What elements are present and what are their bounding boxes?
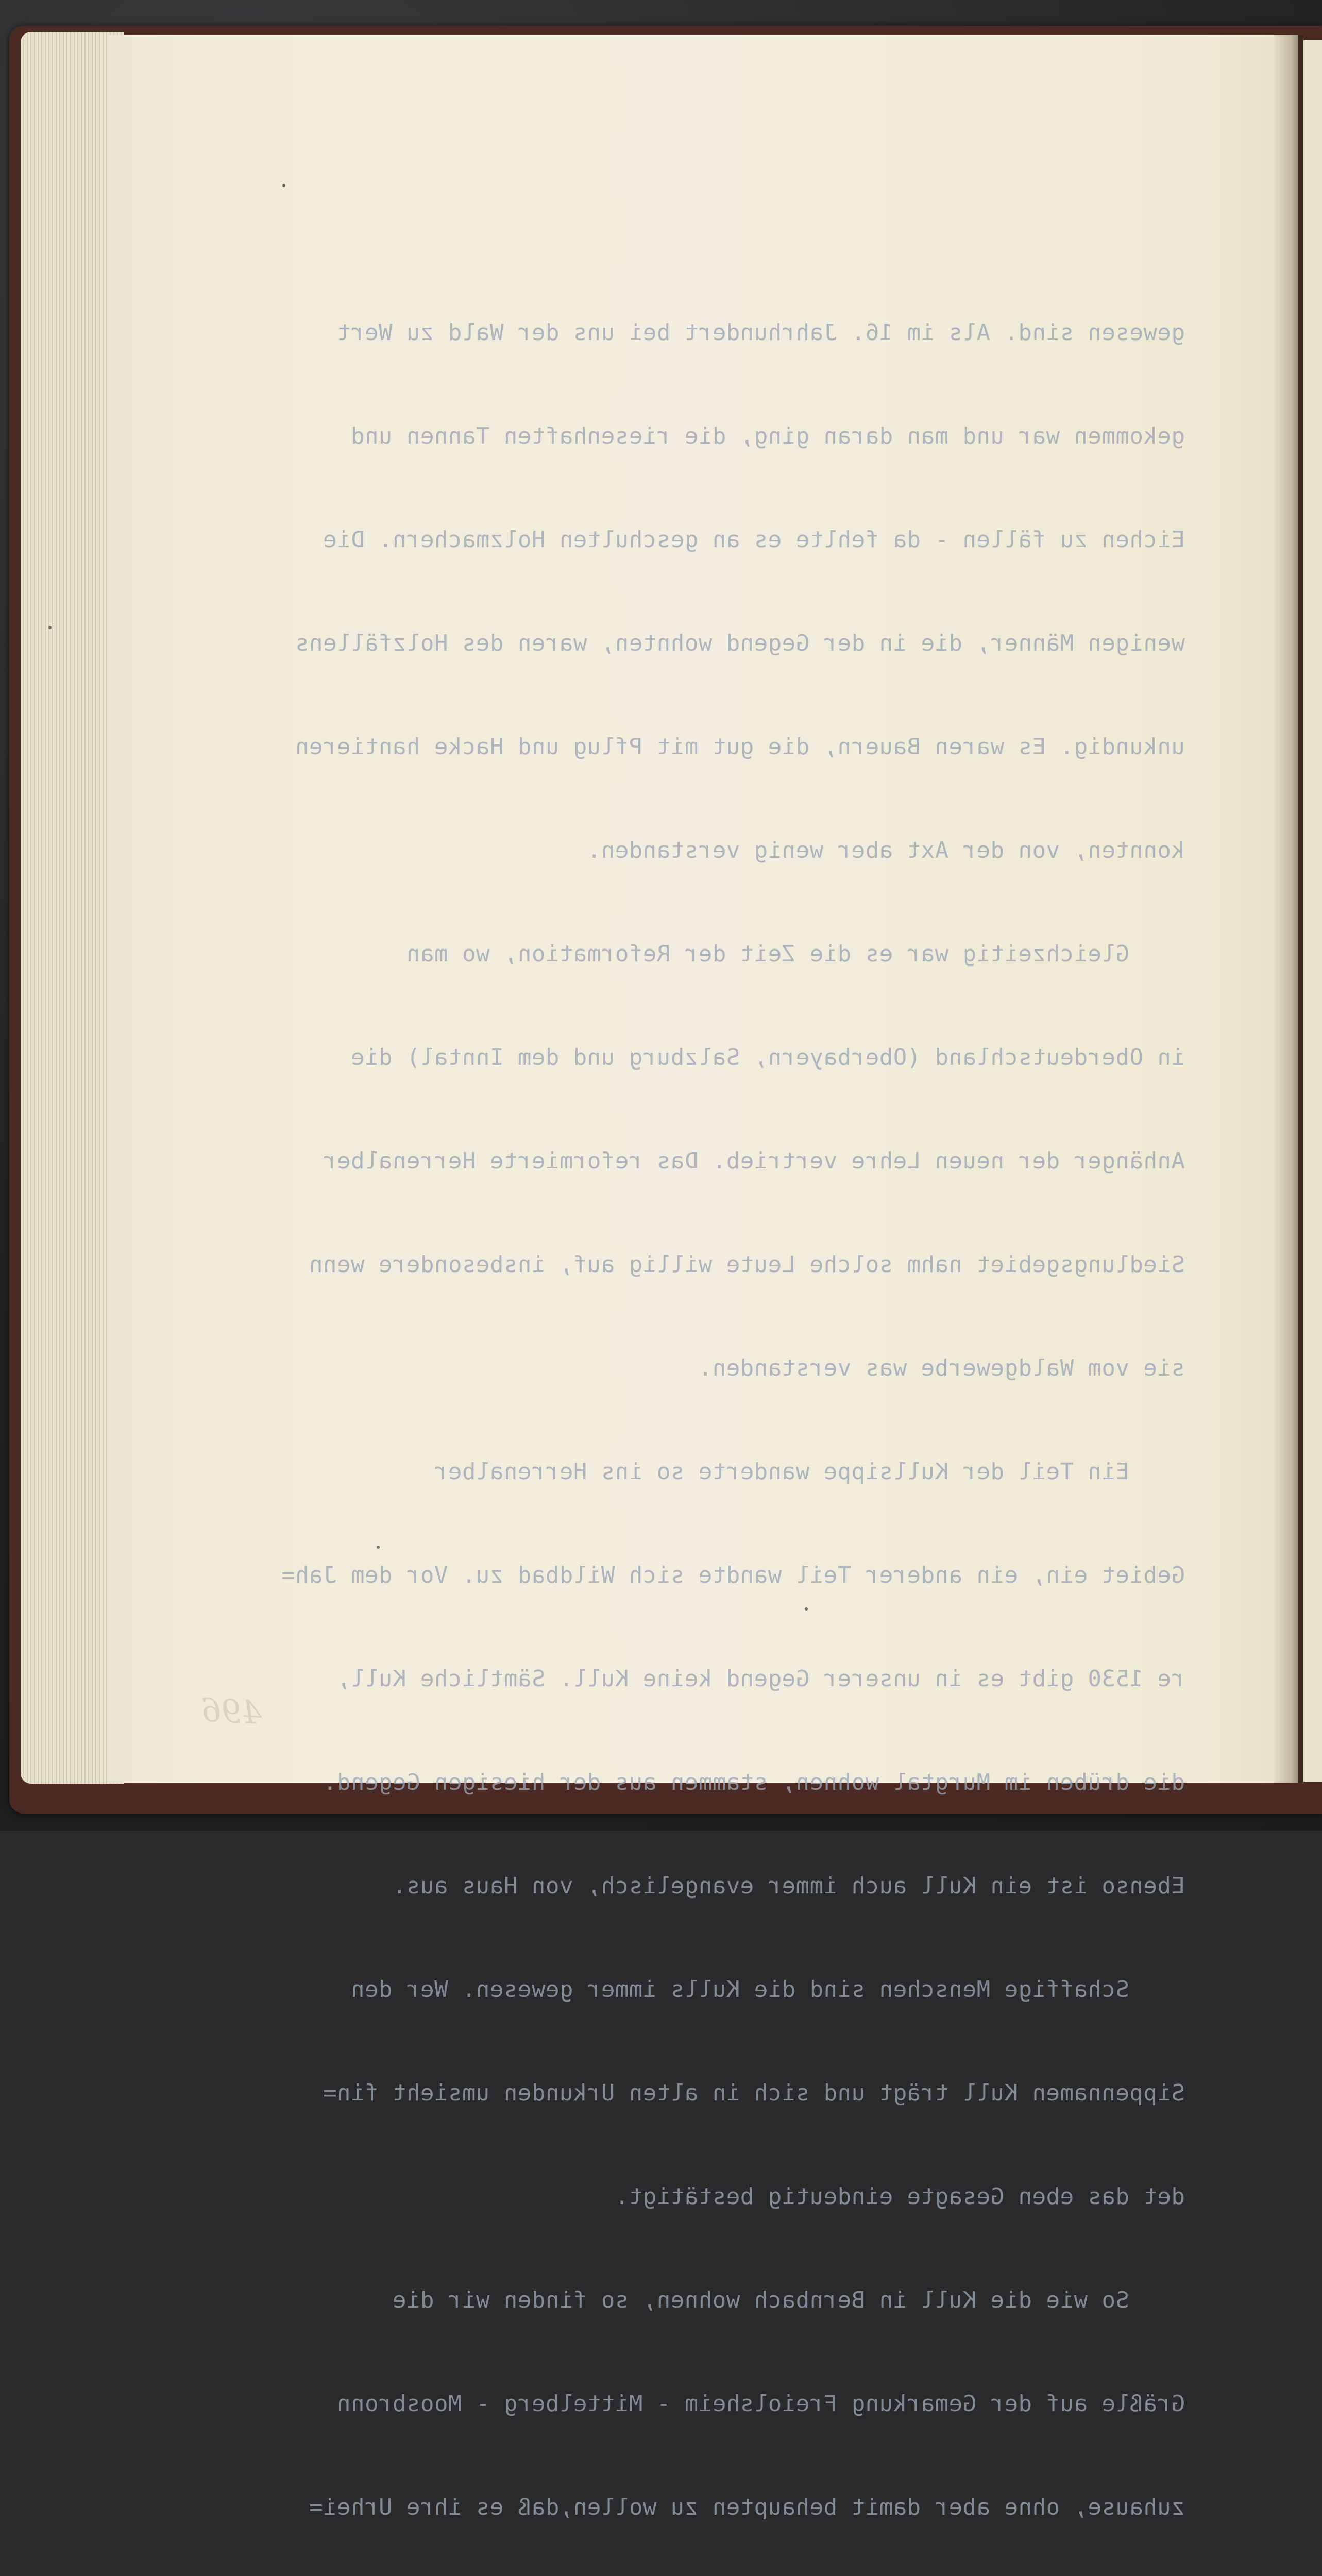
text-line: wenigen Männer, die in der Gegend wohnten, waren des Holzfällens xyxy=(295,630,1185,656)
text-line: gekommen war und man daran ging, die riesenhaften Tannen und xyxy=(350,423,1185,449)
text-line: Eichen zu fällen - da fehlte es an geschulten Holzmachern. Die xyxy=(323,527,1185,553)
paper-speck xyxy=(377,1546,380,1549)
page-number: 496 xyxy=(200,1690,263,1732)
text-line: konnten, von der Axt aber wenig verstanden. xyxy=(587,837,1185,863)
text-line: in Oberdeutschland (Oberbayern, Salzburg und dem Inntal) die xyxy=(350,1044,1185,1071)
paper-speck xyxy=(48,626,52,629)
text-line: unkundig. Es waren Bauern, die gut mit Pflug und Hacke hantieren xyxy=(295,734,1185,760)
text-line: sie vom Waldgewerbe was verstanden. xyxy=(698,1355,1185,1381)
text-line: Ebenso ist ein Kull auch immer evangelisch, von Haus aus. xyxy=(392,1873,1185,1899)
text-line: Gebiet ein, ein anderer Teil wandte sich Wildbad zu. Vor dem Jah= xyxy=(281,1562,1185,1588)
text-line: Sippennamen Kull trägt und sich in alten Urkunden umsieht fin= xyxy=(323,2080,1185,2106)
paper-speck xyxy=(805,1607,808,1611)
text-line: zuhause, ohne aber damit behaupten zu wollen,daß es ihre Urhei= xyxy=(309,2494,1185,2520)
page-gutter xyxy=(1273,35,1303,1783)
text-line: gewesen sind. Als im 16. Jahrhundert bei uns der Wald zu Wert xyxy=(336,319,1185,346)
next-page-edge xyxy=(1303,40,1322,1782)
paper-speck xyxy=(282,184,285,187)
text-line: So wie die Kull in Bernbach wohnen, so finden wir die xyxy=(392,2287,1185,2313)
text-line: Siedlungsgebiet nahm solche Leute willig auf, insbesondere wenn xyxy=(309,1251,1185,1278)
text-line: Gräßle auf der Gemarkung Freiolsheim - Mittelberg - Moosbronn xyxy=(336,2391,1185,2417)
text-line: Gleichzeitig war es die Zeit der Reformation, wo man xyxy=(406,941,1185,967)
bleed-through-text xyxy=(281,246,1185,2576)
text-line: Ein Teil der Kullsippe wanderte so ins Herrenalber xyxy=(434,1459,1185,1485)
text-line: Schaffige Menschen sind die Kulls immer gewesen. Wer den xyxy=(350,1976,1185,2003)
text-line: Anhänger der neuen Lehre vertrieb. Das reformierte Herrenalber xyxy=(323,1148,1185,1174)
text-line: det das eben Gesagte eindeutig bestätigt. xyxy=(615,2183,1185,2210)
text-line: re 1530 gibt es in unserer Gegend keine Kull. Sämtliche Kull, xyxy=(336,1666,1185,1692)
text-line: die drüben im Murgtal wohnen, stammen aus der hiesigen Gegend. xyxy=(323,1769,1185,1795)
